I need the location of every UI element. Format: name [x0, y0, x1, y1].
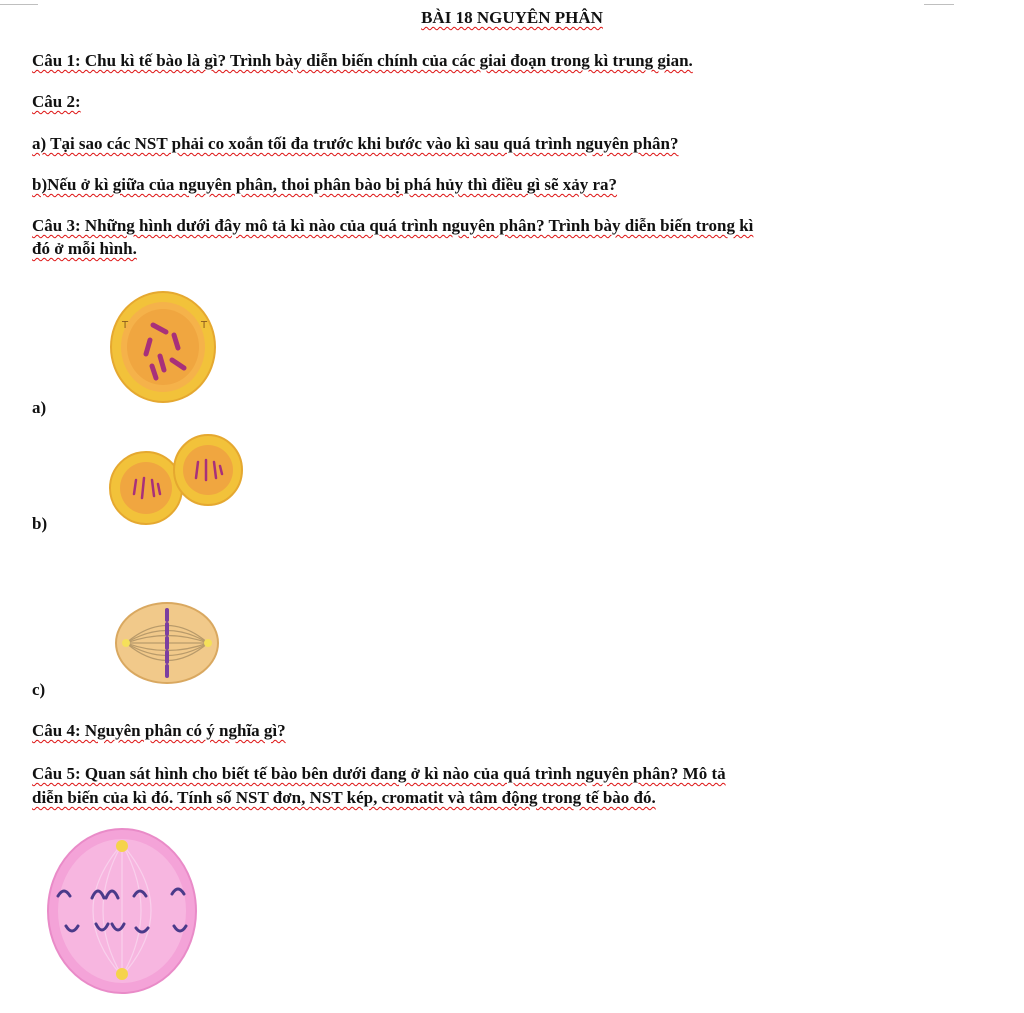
question-2b: b)Nếu ở kì giữa của nguyên phân, thoi phân bào bị phá hủy thì điều gì sẽ xảy ra? — [32, 175, 618, 194]
figure-q5-pink-cell — [44, 826, 200, 996]
figure-label-a: a) — [32, 398, 47, 417]
page-corner-mark-right — [924, 0, 954, 5]
figure-label-c: c) — [32, 680, 46, 699]
question-3-line-1: Câu 3: Những hình dưới đây mô tả kì nào của quá trình nguyên phân? Trình bày diễn biến trong kì — [32, 216, 754, 235]
question-3-line-2: đó ở mỗi hình. — [32, 239, 137, 258]
question-2: Câu 2: — [32, 92, 81, 111]
question-4: Câu 4: Nguyên phân có ý nghĩa gì? — [32, 721, 286, 740]
svg-text:T: T — [122, 320, 129, 331]
figure-c-metaphase-cell — [114, 600, 220, 686]
figure-a-prophase-cell — [108, 290, 220, 405]
svg-text:T: T — [201, 320, 208, 331]
figure-b-telophase-cells — [108, 432, 248, 527]
question-2a: a) Tại sao các NST phải co xoắn tối đa trước khi bước vào kì sau quá trình nguyên phân? — [32, 134, 679, 153]
question-5-line-2: diễn biến của kì đó. Tính số NST đơn, NST kép, cromatit và tâm động trong tế bào đó. — [32, 788, 656, 807]
page-corner-mark-left — [0, 0, 38, 5]
figure-label-b: b) — [32, 514, 48, 533]
question-5-line-1: Câu 5: Quan sát hình cho biết tế bào bên dưới đang ở kì nào của quá trình nguyên phân? Mô tả — [32, 764, 726, 783]
page-title: BÀI 18 NGUYÊN PHÂN — [421, 8, 603, 27]
question-1: Câu 1: Chu kì tế bào là gì? Trình bày diễn biến chính của các giai đoạn trong kì trung gian. — [32, 51, 693, 70]
